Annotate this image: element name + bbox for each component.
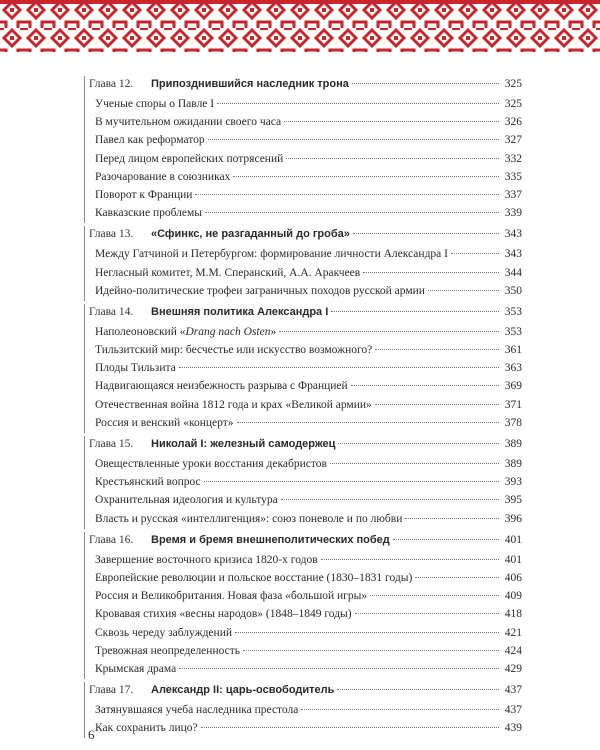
chapter-page: 353 xyxy=(504,305,522,318)
chapter-page: 401 xyxy=(504,533,522,546)
table-of-contents xyxy=(84,76,522,741)
toc-entry[interactable] xyxy=(85,205,522,223)
leader-dots xyxy=(208,139,499,140)
chapter-title: Внешняя политика Александра I xyxy=(151,305,329,318)
entry-page: 378 xyxy=(504,416,522,429)
chapter-title: «Сфинкс, не разгаданный до гроба» xyxy=(151,228,350,241)
chapter-number: Глава 16. xyxy=(89,533,134,546)
entry-title: Как сохранить лицо? xyxy=(95,722,198,735)
entry-title: Идейно-политические трофеи заграничных походов русской армии xyxy=(95,284,425,297)
entry-page: 327 xyxy=(504,134,522,147)
leader-dots xyxy=(201,727,499,728)
toc-entry[interactable] xyxy=(85,625,522,643)
chapter-page: 343 xyxy=(504,228,522,241)
entry-title: Павел как реформатор xyxy=(95,134,205,147)
entry-page: 326 xyxy=(504,116,522,129)
entry-title: Завершение восточного кризиса 1820-х годов xyxy=(95,553,318,566)
chapter-number: Глава 15. xyxy=(89,438,134,450)
entry-title: Надвигающаяся неизбежность разрыва с Францией xyxy=(95,380,348,393)
entry-title: Овеществленные уроки восстания декабристов xyxy=(95,458,327,470)
entry-page: 439 xyxy=(504,722,522,735)
toc-entry[interactable] xyxy=(85,606,522,624)
entry-title: Сквозь череду заблуждений xyxy=(95,626,233,639)
toc-chapter xyxy=(84,304,522,433)
toc-entry[interactable] xyxy=(85,552,522,570)
entry-title: Россия и венский «концерт» xyxy=(95,416,234,429)
entry-page: 339 xyxy=(504,207,522,220)
chapter-number: Глава 13. xyxy=(89,228,134,241)
entry-page: 396 xyxy=(504,512,522,525)
entry-title-italic: Drang nach Osten xyxy=(185,325,271,338)
leader-dots xyxy=(179,367,499,368)
entry-title: Ученые споры о Павле I xyxy=(95,98,215,110)
toc-entry[interactable] xyxy=(85,246,522,264)
toc-entry[interactable] xyxy=(85,283,522,301)
page-number: 6 xyxy=(88,727,95,742)
leader-dots xyxy=(351,385,499,386)
chapter-heading[interactable] xyxy=(85,304,522,324)
leader-dots xyxy=(352,83,499,84)
chapter-heading[interactable] xyxy=(85,682,522,702)
entry-title: В мучительном ожидании своего часа xyxy=(95,116,282,129)
entry-title: Европейские революции и польское восстание (1830–1831 годы) xyxy=(95,571,413,584)
chapter-page: 389 xyxy=(504,438,522,450)
toc-entry[interactable] xyxy=(85,661,522,679)
entry-page: 406 xyxy=(504,571,522,584)
leader-dots xyxy=(217,103,499,104)
entry-title: Крестьянский вопрос xyxy=(95,476,201,489)
toc-entry[interactable] xyxy=(85,720,522,738)
chapter-number: Глава 14. xyxy=(89,305,134,318)
entry-title: Негласный комитет, М.М. Сперанский, А.А. Аракчеев xyxy=(95,266,361,279)
chapter-heading[interactable] xyxy=(85,226,522,246)
entry-page: 371 xyxy=(504,398,522,411)
toc-entry[interactable] xyxy=(85,96,522,114)
leader-dots xyxy=(233,176,499,177)
leader-dots xyxy=(321,559,499,560)
leader-dots xyxy=(337,689,499,690)
leader-dots xyxy=(301,709,499,710)
chapter-title: Александр II: царь-освободитель xyxy=(151,684,335,697)
entry-page: 343 xyxy=(504,248,522,261)
leader-dots xyxy=(235,632,499,633)
toc-entry[interactable] xyxy=(85,397,522,415)
entry-title: Кавказские проблемы xyxy=(95,207,203,220)
leader-dots xyxy=(415,577,499,578)
entry-title: Плоды Тильзита xyxy=(95,362,176,375)
leader-dots xyxy=(393,539,499,540)
entry-page: 369 xyxy=(504,380,522,393)
entry-page: 429 xyxy=(504,662,522,675)
entry-title: Затянувшаяся учеба наследника престола xyxy=(95,704,299,717)
entry-page: 409 xyxy=(504,590,522,603)
toc-entry[interactable] xyxy=(85,114,522,132)
toc-entry[interactable] xyxy=(85,702,522,720)
leader-dots xyxy=(375,349,499,350)
leader-dots xyxy=(375,404,499,405)
entry-page: 353 xyxy=(504,325,522,338)
leader-dots xyxy=(243,650,499,651)
chapter-page: 325 xyxy=(504,78,522,90)
entry-title: Перед лицом европейских потрясений xyxy=(95,152,284,165)
entry-page: 344 xyxy=(504,266,522,279)
chapter-number: Глава 12. xyxy=(89,78,134,90)
entry-title: Разочарование в союзниках xyxy=(95,170,231,183)
leader-dots xyxy=(237,422,500,423)
leader-dots xyxy=(279,331,499,332)
leader-dots xyxy=(363,272,499,273)
leader-dots xyxy=(353,233,499,234)
toc-entry[interactable] xyxy=(85,415,522,433)
leader-dots xyxy=(286,158,499,159)
entry-page: 325 xyxy=(504,98,522,110)
leader-dots xyxy=(330,463,499,464)
entry-page: 437 xyxy=(504,704,522,717)
leader-dots xyxy=(451,253,499,254)
entry-title: Россия и Великобритания. Новая фаза «большой игры» xyxy=(95,590,368,603)
toc-entry[interactable] xyxy=(85,360,522,378)
toc-entry[interactable] xyxy=(85,588,522,606)
leader-dots xyxy=(281,499,499,500)
entry-page: 401 xyxy=(504,553,522,566)
red-ornament-border xyxy=(0,0,600,58)
entry-title: Охранительная идеология и культура xyxy=(95,494,278,507)
entry-page: 335 xyxy=(504,170,522,183)
chapter-title: Время и бремя внешнеполитических побед xyxy=(151,533,390,546)
entry-title: Тревожная неопределенность xyxy=(95,644,241,657)
leader-dots xyxy=(284,121,499,122)
leader-dots xyxy=(355,613,499,614)
toc-entry[interactable] xyxy=(85,342,522,360)
leader-dots xyxy=(405,518,499,519)
toc-entry[interactable] xyxy=(85,169,522,187)
entry-page: 350 xyxy=(504,284,522,297)
toc-entry[interactable] xyxy=(85,324,522,342)
leader-dots xyxy=(331,311,499,312)
entry-title: Тильзитский мир: бесчестье или искусство возможного? xyxy=(95,344,373,357)
toc-entry[interactable] xyxy=(85,151,522,169)
entry-title: Кровавая стихия «весны народов» (1848–1849 годы) xyxy=(95,608,352,621)
chapter-heading[interactable] xyxy=(85,436,522,456)
chapter-heading[interactable] xyxy=(85,532,522,552)
toc-chapter xyxy=(84,682,522,738)
entry-title-post: » xyxy=(270,325,277,338)
entry-page: 395 xyxy=(504,494,522,507)
entry-title: Власть и русская «интеллигенция»: союз поневоле и по любви xyxy=(95,512,403,525)
chapter-title: Припозднившийся наследник трона xyxy=(151,78,349,90)
entry-title: Между Гатчиной и Петербургом: формирование личности Александра I xyxy=(95,248,448,261)
chapter-heading[interactable] xyxy=(85,76,522,96)
chapter-page: 437 xyxy=(504,684,522,697)
toc-entry[interactable] xyxy=(85,456,522,474)
entry-page: 337 xyxy=(504,188,522,201)
leader-dots xyxy=(204,481,499,482)
entry-page: 418 xyxy=(504,608,522,621)
toc-entry[interactable] xyxy=(85,643,522,661)
toc-entry[interactable] xyxy=(85,570,522,588)
leader-dots xyxy=(338,443,499,444)
toc-entry[interactable] xyxy=(85,511,522,529)
entry-page: 421 xyxy=(504,626,522,639)
toc-entry[interactable] xyxy=(85,474,522,492)
leader-dots xyxy=(428,290,499,291)
entry-page: 363 xyxy=(504,362,522,375)
entry-title: Отечественная война 1812 года и крах «Великой армии» xyxy=(95,398,372,411)
entry-page: 361 xyxy=(504,344,522,357)
entry-page: 424 xyxy=(504,644,522,657)
entry-page: 332 xyxy=(504,152,522,165)
leader-dots xyxy=(205,212,499,213)
toc-chapter xyxy=(84,532,522,679)
leader-dots xyxy=(195,194,499,195)
toc-entry[interactable] xyxy=(85,378,522,396)
toc-chapter xyxy=(84,436,522,529)
chapter-title: Николай I: железный самодержец xyxy=(151,438,336,450)
toc-entry[interactable] xyxy=(85,492,522,510)
entry-title xyxy=(95,326,276,339)
entry-title: Крымская драма xyxy=(95,662,177,675)
entry-page: 389 xyxy=(504,458,522,470)
entry-page: 393 xyxy=(504,476,522,489)
leader-dots xyxy=(179,668,499,669)
leader-dots xyxy=(370,595,499,596)
chapter-number: Глава 17. xyxy=(89,684,134,697)
toc-entry[interactable] xyxy=(85,265,522,283)
toc-chapter xyxy=(84,226,522,301)
entry-title-pre: Наполеоновский « xyxy=(95,325,186,338)
toc-entry[interactable] xyxy=(85,187,522,205)
toc-chapter xyxy=(84,76,522,223)
entry-title: Поворот к Франции xyxy=(95,188,193,201)
toc-entry[interactable] xyxy=(85,132,522,150)
